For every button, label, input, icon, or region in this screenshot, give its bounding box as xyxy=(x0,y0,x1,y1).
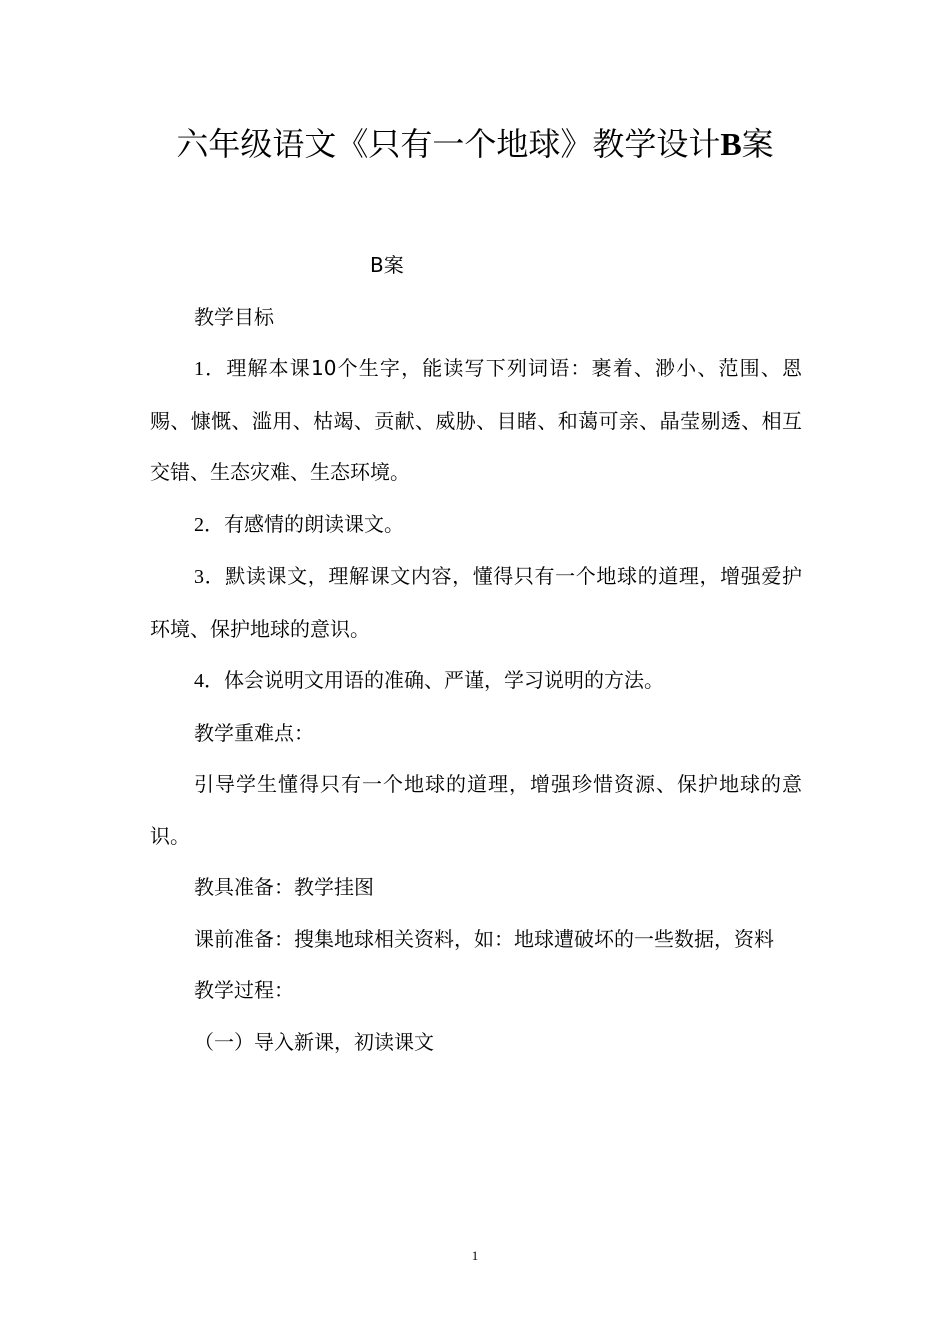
process-step-1: （一）导入新课，初读课文 xyxy=(194,1029,434,1054)
page-number: 1 xyxy=(471,1248,479,1263)
goal-1-number: 1 xyxy=(194,358,204,380)
pre-class-preparation: 课前准备：搜集地球相关资料，如：地球遭破坏的一些数据，资料 xyxy=(194,926,774,951)
key-points-heading: 教学重难点： xyxy=(194,720,314,745)
process-heading: 教学过程： xyxy=(194,978,294,1002)
goal-heading: 教学目标 xyxy=(194,304,274,329)
teaching-tools: 教具准备：教学挂图 xyxy=(194,875,374,899)
goal-3-number: 3 xyxy=(194,566,204,588)
goal-4-number: 4 xyxy=(194,670,204,692)
goal-1-text: ．理解本课10个生字，能读写下列词语：裹着、渺小、范围、恩赐、慷慨、滥用、枯竭、贡献、威胁、目睹、和蔼可亲、晶莹剔透、相互交错、生态灾难、生态环境。 xyxy=(150,356,802,484)
title-suffix: 案 xyxy=(741,125,774,163)
title-latin: B xyxy=(720,126,742,162)
goal-item-3 xyxy=(150,551,802,655)
goal-item-4 xyxy=(150,655,802,708)
document-body xyxy=(150,240,802,1068)
goal-item-1 xyxy=(150,343,802,499)
subtitle: B案 xyxy=(370,253,404,277)
goal-4-text: ．体会说明文用语的准确、严谨，学习说明的方法。 xyxy=(204,668,664,692)
key-points-content: 引导学生懂得只有一个地球的道理，增强珍惜资源、保护地球的意识。 xyxy=(150,772,802,848)
title-prefix: 六年级语文《只有一个地球》教学设计 xyxy=(176,125,721,163)
goal-item-2 xyxy=(150,499,802,552)
goal-2-number: 2 xyxy=(194,513,204,536)
goal-3-text: ．默读课文，理解课文内容，懂得只有一个地球的道理，增强爱护环境、保护地球的意识。 xyxy=(150,564,802,641)
goal-2-text: ．有感情的朗读课文。 xyxy=(204,511,404,536)
document-title xyxy=(0,118,950,170)
